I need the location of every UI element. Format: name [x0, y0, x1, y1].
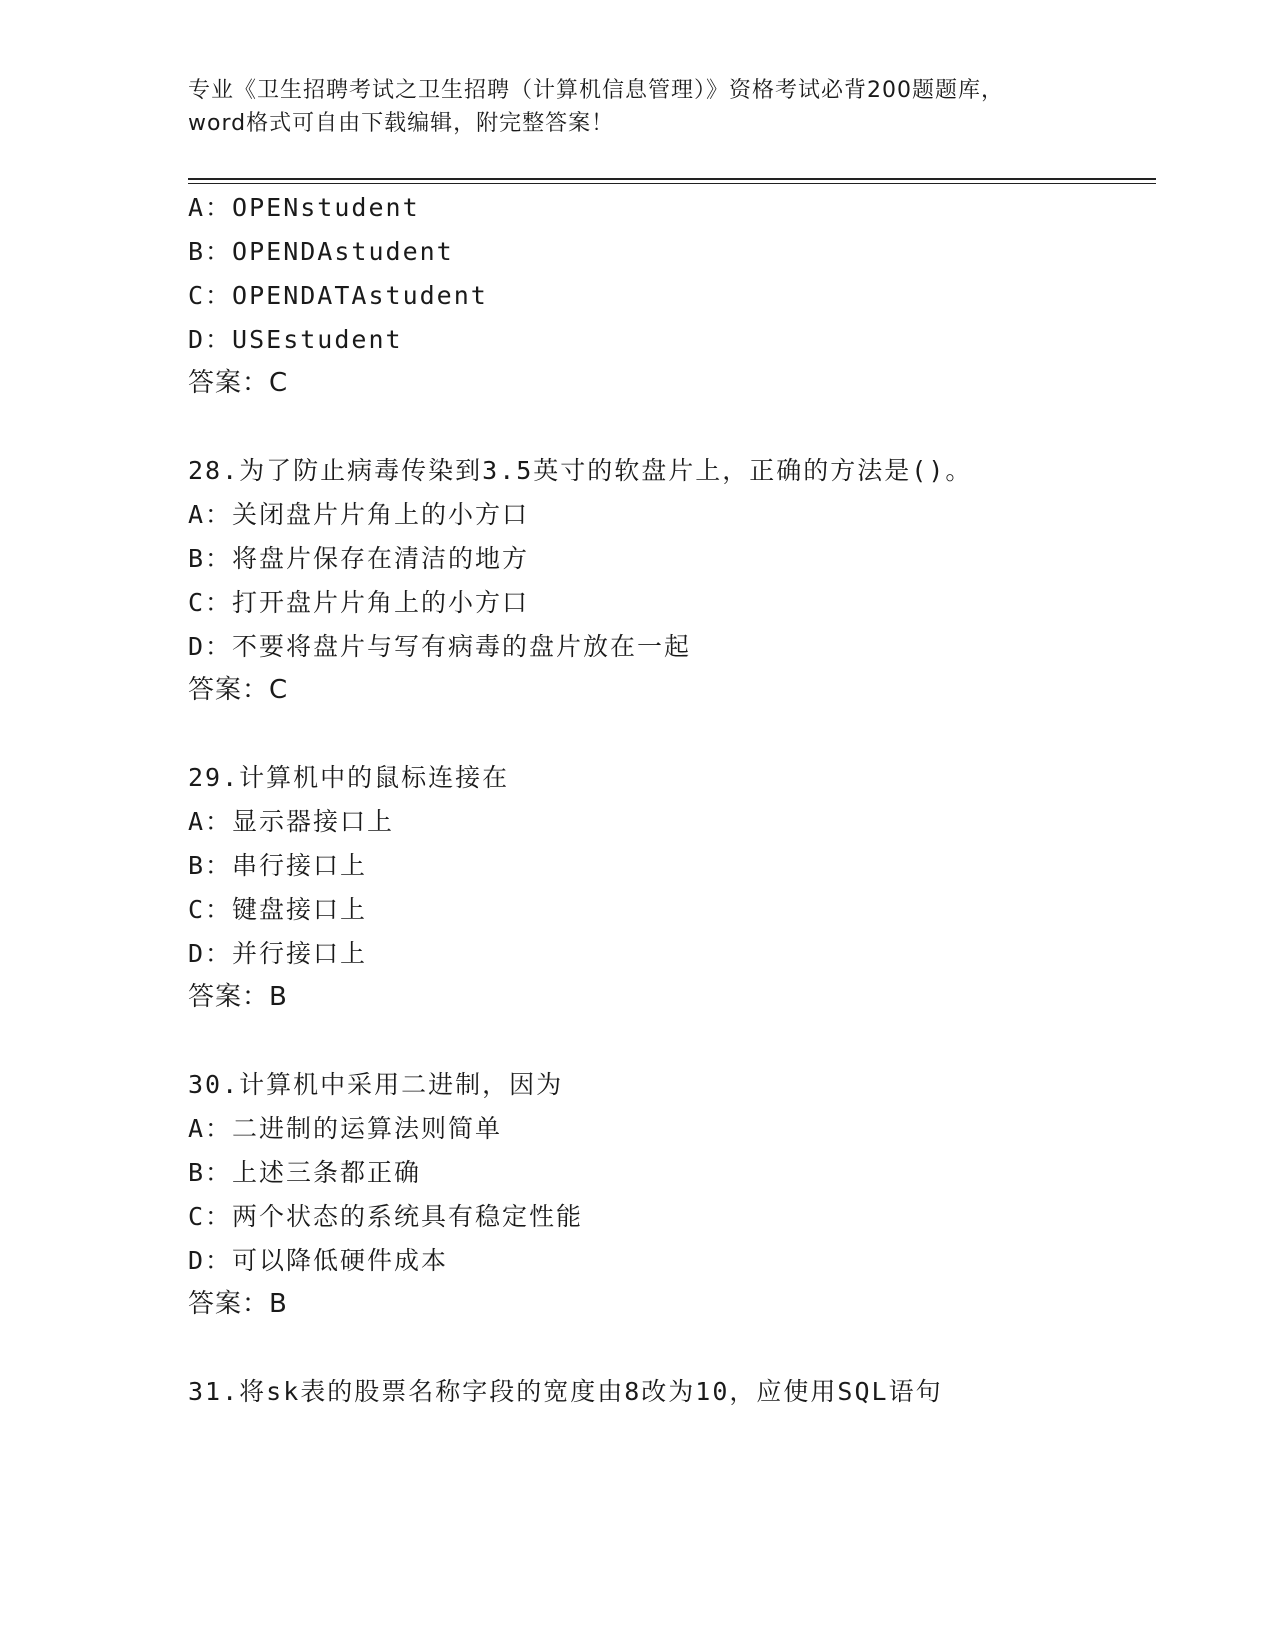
q30-answer: 答案：B: [188, 1289, 288, 1319]
q29-answer: 答案：B: [188, 982, 288, 1012]
q29-option-a: A：显示器接口上: [188, 807, 395, 836]
q27-option-c: C：OPENDATAstudent: [188, 281, 488, 310]
q30-option-c: C：两个状态的系统具有稳定性能: [188, 1202, 584, 1231]
document-header: [188, 74, 1088, 140]
q27-answer: 答案：C: [188, 368, 289, 398]
q30-option-a: A：二进制的运算法则简单: [188, 1114, 503, 1143]
q28-answer: 答案：C: [188, 675, 289, 705]
q28-option-b: B：将盘片保存在清洁的地方: [188, 544, 530, 573]
q28-option-a: A：关闭盘片片角上的小方口: [188, 500, 530, 529]
header-divider-thick: [188, 178, 1156, 180]
header-line-2: word格式可自由下载编辑，附完整答案！: [188, 111, 615, 136]
q27-option-d: D：USEstudent: [188, 325, 403, 354]
q29-option-b: B：串行接口上: [188, 851, 368, 880]
q28-question: 28.为了防止病毒传染到3.5英寸的软盘片上，正确的方法是()。: [188, 456, 973, 485]
q27-option-a: A：OPENstudent: [188, 193, 420, 222]
q30-question: 30.计算机中采用二进制，因为: [188, 1070, 564, 1099]
q28-option-d: D：不要将盘片与写有病毒的盘片放在一起: [188, 632, 692, 661]
q29-option-d: D：并行接口上: [188, 939, 368, 968]
q30-option-b: B：上述三条都正确: [188, 1158, 422, 1187]
q29-question: 29.计算机中的鼠标连接在: [188, 763, 510, 792]
q28-option-c: C：打开盘片片角上的小方口: [188, 588, 530, 617]
q30-option-d: D：可以降低硬件成本: [188, 1246, 449, 1275]
q31-question: 31.将sk表的股票名称字段的宽度由8改为10，应使用SQL语句: [188, 1377, 943, 1406]
header-divider-thin: [188, 183, 1156, 184]
header-line-1: 专业《卫生招聘考试之卫生招聘（计算机信息管理）》资格考试必背200题题库，: [188, 78, 1004, 103]
q27-option-b: B：OPENDAstudent: [188, 237, 454, 266]
q29-option-c: C：键盘接口上: [188, 895, 368, 924]
